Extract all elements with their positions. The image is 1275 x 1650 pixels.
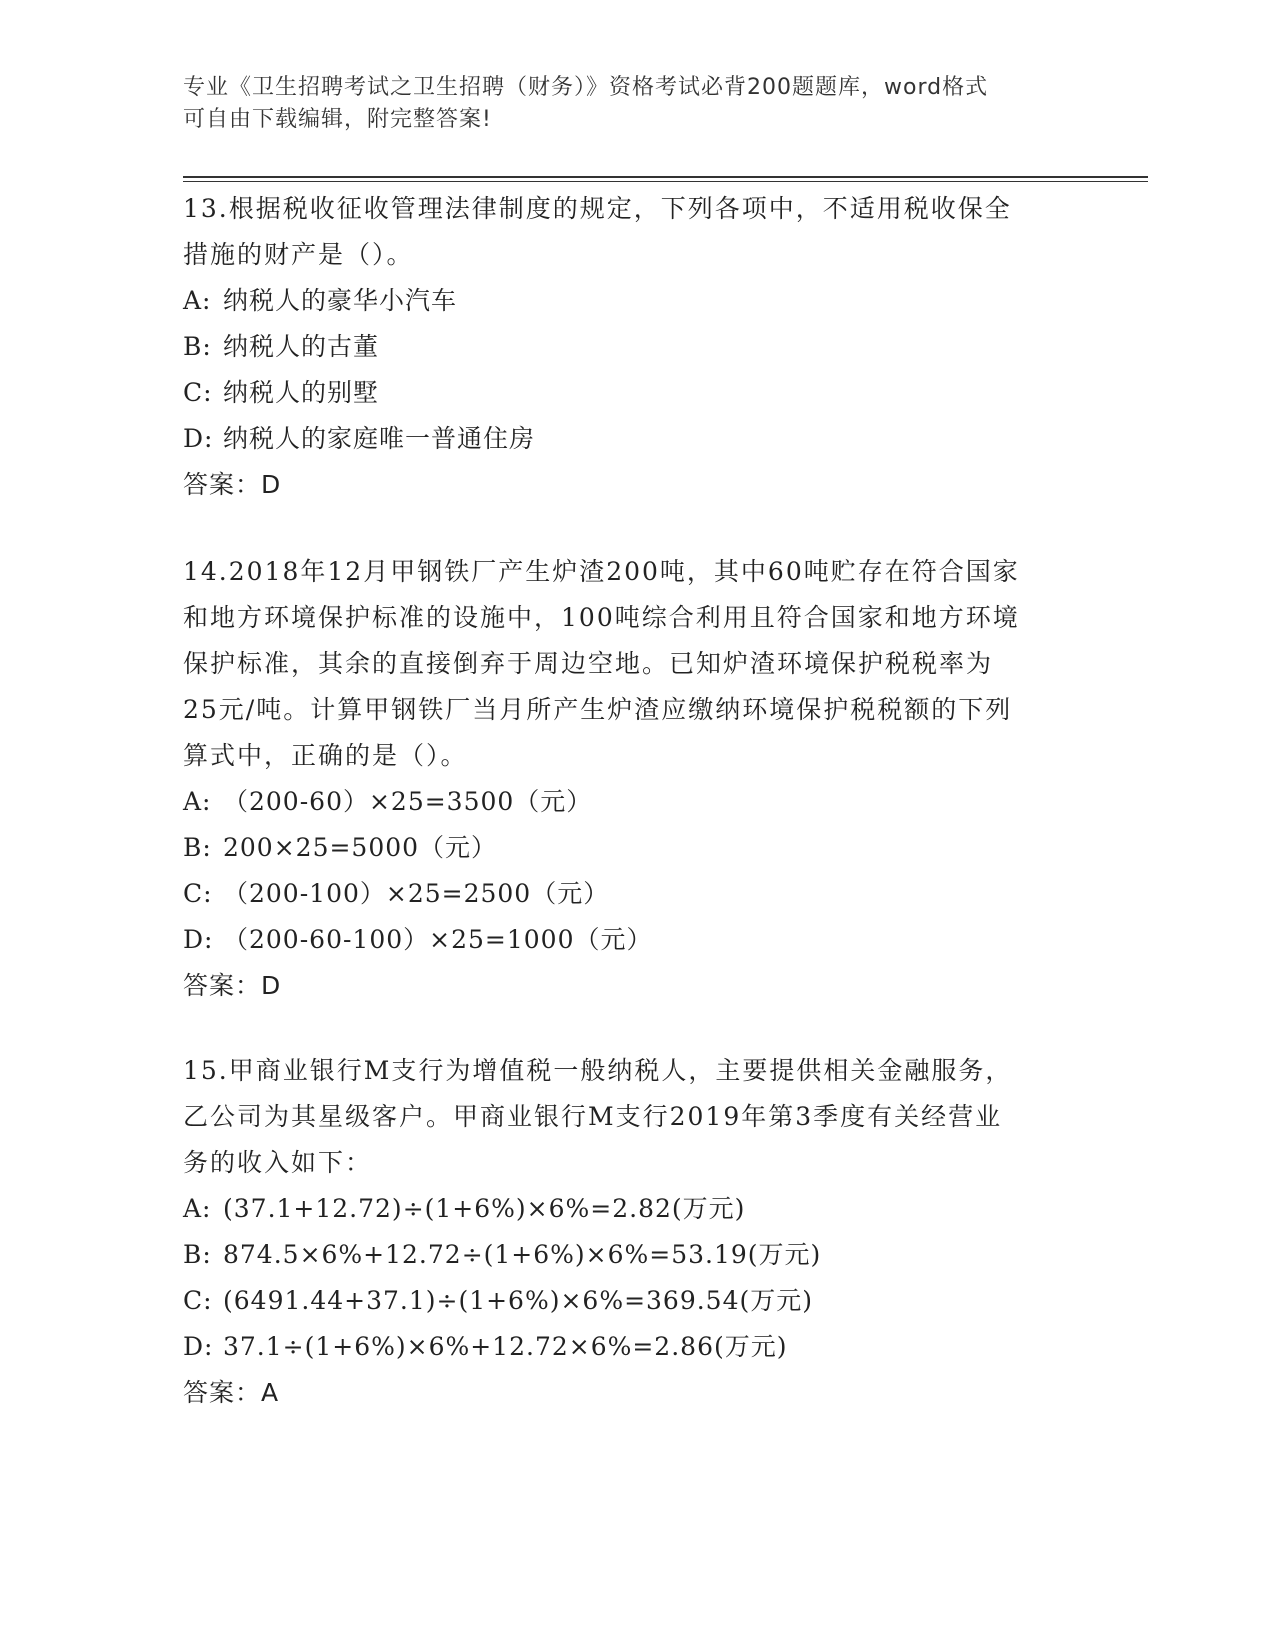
option-text: 37.1÷(1+6%)×6%+12.72×6%=2.86(万元) [223, 1332, 788, 1361]
option-text: 纳税人的家庭唯一普通住房 [223, 424, 536, 453]
answer-line: 答案：D [183, 470, 282, 499]
option-a [183, 278, 1083, 324]
option-key: C: [183, 879, 213, 908]
header-title-line-2: 可自由下载编辑，附完整答案! [183, 107, 492, 132]
option-key: C: [183, 1286, 213, 1315]
option-d [183, 1324, 1083, 1370]
option-key: A: [183, 1194, 212, 1223]
question-text-line: 算式中，正确的是（）。 [183, 741, 468, 770]
option-text: （200-100）×25=2500（元） [223, 879, 610, 908]
question-text-line: 措施的财产是（）。 [183, 240, 414, 269]
option-b [183, 324, 1083, 370]
question-text-line: 25元/吨。计算甲钢铁厂当月所产生炉渣应缴纳环境保护税税额的下列 [183, 695, 1013, 724]
option-text: 200×25=5000（元） [223, 833, 498, 862]
option-b [183, 1232, 1083, 1278]
option-text: （200-60-100）×25=1000（元） [223, 925, 653, 954]
option-text: 纳税人的别墅 [223, 378, 380, 407]
answer-line: 答案：D [183, 971, 282, 1000]
question-text-line: 保护标准，其余的直接倒弃于周边空地。已知炉渣环境保护税税率为 [183, 649, 994, 678]
option-key: A: [183, 787, 212, 816]
option-text: （200-60）×25=3500（元） [223, 787, 593, 816]
option-key: D: [183, 424, 214, 453]
option-key: B: [183, 833, 212, 862]
question-text-line: 13.根据税收征收管理法律制度的规定，下列各项中，不适用税收保全 [183, 194, 1012, 223]
option-d [183, 416, 1083, 462]
option-b [183, 825, 1083, 871]
option-c [183, 1278, 1083, 1324]
option-text: 纳税人的古董 [223, 332, 380, 361]
option-c [183, 370, 1083, 416]
answer-line: 答案：A [183, 1378, 280, 1407]
option-a [183, 1186, 1083, 1232]
option-key: A: [183, 286, 212, 315]
option-c [183, 871, 1083, 917]
header-title-line-1: 专业《卫生招聘考试之卫生招聘（财务）》资格考试必背200题题库，word格式 [183, 75, 989, 100]
option-key: B: [183, 332, 212, 361]
header-divider-thick [183, 176, 1148, 178]
document-header [183, 72, 1083, 136]
option-a [183, 779, 1083, 825]
option-key: B: [183, 1240, 212, 1269]
option-text: (6491.44+37.1)÷(1+6%)×6%=369.54(万元) [223, 1286, 814, 1315]
option-key: D: [183, 1332, 214, 1361]
option-d [183, 917, 1083, 963]
question-15 [183, 1048, 1083, 1416]
option-key: D: [183, 925, 214, 954]
question-text-line: 务的收入如下： [183, 1148, 373, 1177]
option-text: 纳税人的豪华小汽车 [223, 286, 458, 315]
question-text-line: 14.2018年12月甲钢铁厂产生炉渣200吨，其中60吨贮存在符合国家 [183, 557, 1020, 586]
header-divider-thin [183, 181, 1148, 182]
question-text-line: 乙公司为其星级客户。甲商业银行M支行2019年第3季度有关经营业 [183, 1102, 1003, 1131]
option-key: C: [183, 378, 213, 407]
question-14 [183, 549, 1083, 1009]
question-text-line: 和地方环境保护标准的设施中，100吨综合利用且符合国家和地方环境 [183, 603, 1020, 632]
question-13 [183, 186, 1083, 508]
question-text-line: 15.甲商业银行M支行为增值税一般纳税人，主要提供相关金融服务， [183, 1056, 1013, 1085]
option-text: 874.5×6%+12.72÷(1+6%)×6%=53.19(万元) [223, 1240, 822, 1269]
option-text: (37.1+12.72)÷(1+6%)×6%=2.82(万元) [223, 1194, 746, 1223]
